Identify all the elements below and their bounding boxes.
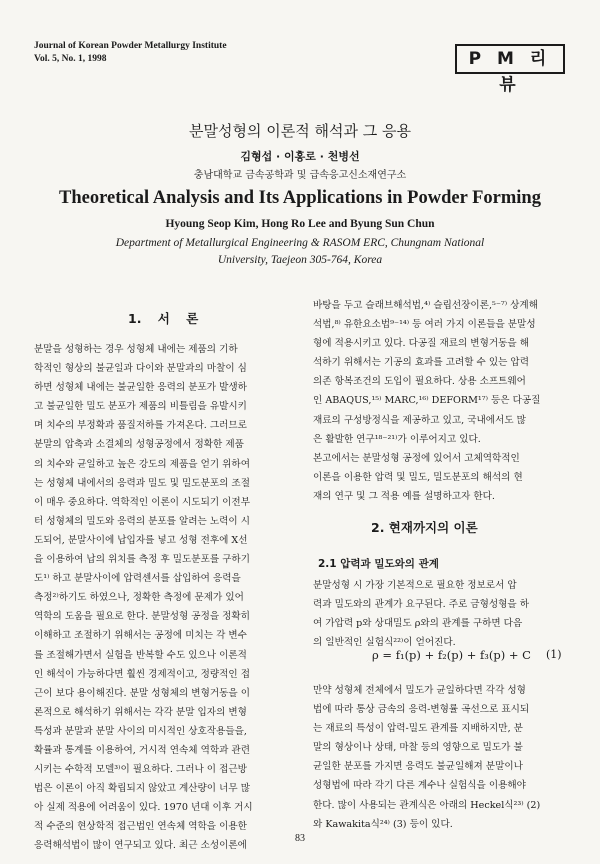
text-line: 의 치수와 균일하고 높은 강도의 제품을 얻기 위하여 bbox=[34, 458, 250, 470]
text-line: 석법,⁸⁾ 유한요소법⁹⁻¹⁴⁾ 등 여러 가지 이론들을 분말성 bbox=[313, 319, 536, 331]
text-line: 법에 따라 통상 금속의 응력-변형률 곡선으로 표시되 bbox=[313, 704, 530, 716]
text-line: 바탕을 두고 슬래브해석법,⁴⁾ 슬립선장이론,⁵⁻⁷⁾ 상계해 bbox=[313, 300, 538, 311]
text-line: 분말의 압축과 소결체의 성형공정에서 정확한 제품 bbox=[34, 439, 244, 451]
authors-korean: 김형섭 · 이홍로 · 천병선 bbox=[240, 150, 360, 163]
text-line: 역학의 도움을 필요로 한다. 분말성형 공정을 정확히 bbox=[34, 611, 250, 623]
text-line: 만약 성형체 전체에서 밀도가 균일하다면 각각 성형 bbox=[313, 685, 526, 696]
subsection-heading-pressure-density: 2.1 압력과 밀도와의 관계 bbox=[318, 558, 439, 570]
text-line: 적 수준의 현상학적 접근법인 연속체 역학을 이용한 bbox=[34, 821, 247, 833]
text-line: 며 치수의 부정확과 품질저하를 가져온다. 그러므로 bbox=[34, 420, 247, 432]
text-line: 하면 성형체 내에는 불균일한 응력의 분포가 발생하 bbox=[34, 382, 247, 394]
text-line: 는 성형체 내에서의 응력과 밀도 및 밀도분포의 조절 bbox=[34, 477, 250, 489]
text-line: 확률과 통계를 이용하여, 거시적 연속체 역학과 관련 bbox=[34, 744, 250, 756]
section-badge: P M 리 뷰 bbox=[455, 44, 565, 74]
affiliation-korean: 충남대학교 금속공학과 및 급속응고신소재연구소 bbox=[193, 170, 407, 181]
text-line: 형에 적용시키고 있다. 다공질 재료의 변형거동을 해 bbox=[313, 338, 529, 350]
text-line: 측정²⁾하기도 하였으나, 정확한 측정에 문제가 있어 bbox=[34, 592, 244, 604]
text-line: 여 가압력 p와 상대밀도 ρ와의 관계를 구하면 다음 bbox=[313, 618, 523, 630]
text-line: 분말성형 시 가장 기본적으로 필요한 정보로서 압 bbox=[313, 580, 517, 591]
text-line: 인 ABAQUS,¹⁵⁾ MARC,¹⁶⁾ DEFORM¹⁷⁾ 등은 다공질 bbox=[313, 395, 541, 407]
text-line: 재료의 구성방정식을 제공하고 있고, 국내에서도 많 bbox=[313, 414, 526, 426]
text-line: 를 조절해가면서 실험을 반복할 수도 있으나 이론적 bbox=[34, 649, 247, 661]
equation-number: (1) bbox=[546, 648, 562, 661]
text-line: 도되어, 분말사이에 납입자를 넣고 성형 전후에 X선 bbox=[34, 534, 248, 546]
section-heading-current-theory: 2. 현재까지의 이론 bbox=[371, 520, 478, 535]
text-line: 도¹⁾ 하고 분말사이에 압력센서를 삽입하여 응력을 bbox=[34, 573, 241, 585]
text-line: 력과 밀도와의 관계가 요구된다. 주로 금형성형을 하 bbox=[313, 599, 529, 611]
subsection-body-b bbox=[313, 681, 571, 834]
title-korean: 분말성형의 이론적 해석과 그 응용 bbox=[189, 122, 411, 140]
text-line: 는 재료의 특성이 압력-밀도 관계를 지배하지만, 분 bbox=[313, 723, 523, 735]
title-english: Theoretical Analysis and Its Applications in Powder Forming bbox=[59, 188, 541, 208]
text-line: 학적인 형상의 불균일과 다이와 분말과의 마찰이 심 bbox=[34, 363, 247, 375]
text-line: 성형법에 따라 각기 다른 계수나 실험식을 이용해야 bbox=[313, 780, 526, 792]
page-number: 83 bbox=[295, 833, 305, 844]
text-line: 인 해석이 가능하다면 훨씬 경제적이고, 정량적인 접 bbox=[34, 668, 250, 680]
text-line: 의 일반적인 실험식²²⁾이 얻어진다. bbox=[313, 637, 456, 649]
affiliation-english-line-1: Department of Metallurgical Engineering & RASOM ERC, Chungnam National bbox=[115, 237, 485, 249]
text-line: 재의 연구 및 그 적용 예를 설명하고자 한다. bbox=[313, 490, 495, 502]
text-line: 와 Kawakita식²⁴⁾ (3) 등이 있다. bbox=[313, 818, 453, 830]
text-line: 특성과 분말과 분말 사이의 미시적인 상호작용들을, bbox=[34, 725, 247, 737]
text-line: 근이 보다 용이해진다. 분말 성형체의 변형거동을 이 bbox=[34, 687, 250, 699]
text-line: 응력해석법이 많이 연구되고 있다. 최근 소성이론에 bbox=[34, 840, 247, 852]
text-line: 이론을 이용한 압력 및 밀도, 밀도분포의 해석의 현 bbox=[313, 471, 523, 483]
text-line: 균일한 분포를 가지면 응력도 불균일해져 분말이나 bbox=[313, 761, 523, 773]
text-line: 의존 항복조건의 도입이 필요하다. 상용 소프트웨어 bbox=[313, 376, 526, 388]
text-line: 분말을 성형하는 경우 성형체 내에는 제품의 기하 bbox=[34, 344, 238, 355]
text-line: 본고에서는 분말성형 공정에 있어서 고체역학적인 bbox=[313, 452, 520, 464]
equation-1: ρ = f₁(p) + f₂(p) + f₃(p) + C bbox=[372, 648, 531, 662]
affiliation-english bbox=[0, 235, 600, 269]
journal-name: Journal of Korean Powder Metallurgy Institute bbox=[34, 41, 227, 51]
text-line: 한다. 많이 사용되는 관계식은 아래의 Heckel식²³⁾ (2) bbox=[313, 799, 541, 811]
section-heading-introduction: 1. 서 론 bbox=[128, 311, 199, 326]
text-line: 시키는 수학적 모델³⁾이 필요하다. 그러나 이 접근방 bbox=[34, 764, 247, 776]
text-line: 고 불균일한 밀도 분포가 제품의 비틀림을 유발시키 bbox=[34, 401, 247, 413]
text-line: 석하기 위해서는 기공의 효과를 고려할 수 있는 압력 bbox=[313, 357, 529, 369]
introduction-body-continued bbox=[313, 296, 571, 506]
text-line: 법은 이론이 아직 확립되지 않았고 계산량이 너무 많 bbox=[34, 783, 250, 795]
introduction-body bbox=[34, 340, 292, 856]
text-line: 아 실제 적용에 어려움이 있다. 1970 년대 이후 거시 bbox=[34, 802, 253, 814]
subsection-body-a bbox=[313, 576, 571, 652]
text-line: 이 매우 중요하다. 역학적인 이론이 시도되기 이전부 bbox=[34, 496, 250, 508]
volume-issue: Vol. 5, No. 1, 1998 bbox=[34, 54, 107, 64]
affiliation-english-line-2: University, Taejeon 305-764, Korea bbox=[217, 254, 383, 266]
text-line: 터 성형체의 밀도와 응력의 분포를 알려는 노력이 시 bbox=[34, 515, 250, 527]
text-line: 말의 형상이나 상태, 마찰 등의 영향으로 밀도가 불 bbox=[313, 742, 523, 754]
text-line: 이해하고 조절하기 위해서는 공정에 미치는 각 변수 bbox=[34, 630, 247, 642]
text-line: 을 이용하여 납의 위치를 측정 후 밀도분포를 구하기 bbox=[34, 554, 250, 566]
text-line: 론적으로 해석하기 위해서는 각각 분말 입자의 변형 bbox=[34, 706, 247, 718]
authors-english: Hyoung Seop Kim, Hong Ro Lee and Byung Sun Chun bbox=[165, 218, 435, 230]
journal-info bbox=[34, 40, 227, 66]
text-line: 은 활발한 연구¹⁸⁻²¹⁾가 이루어지고 있다. bbox=[313, 433, 481, 445]
